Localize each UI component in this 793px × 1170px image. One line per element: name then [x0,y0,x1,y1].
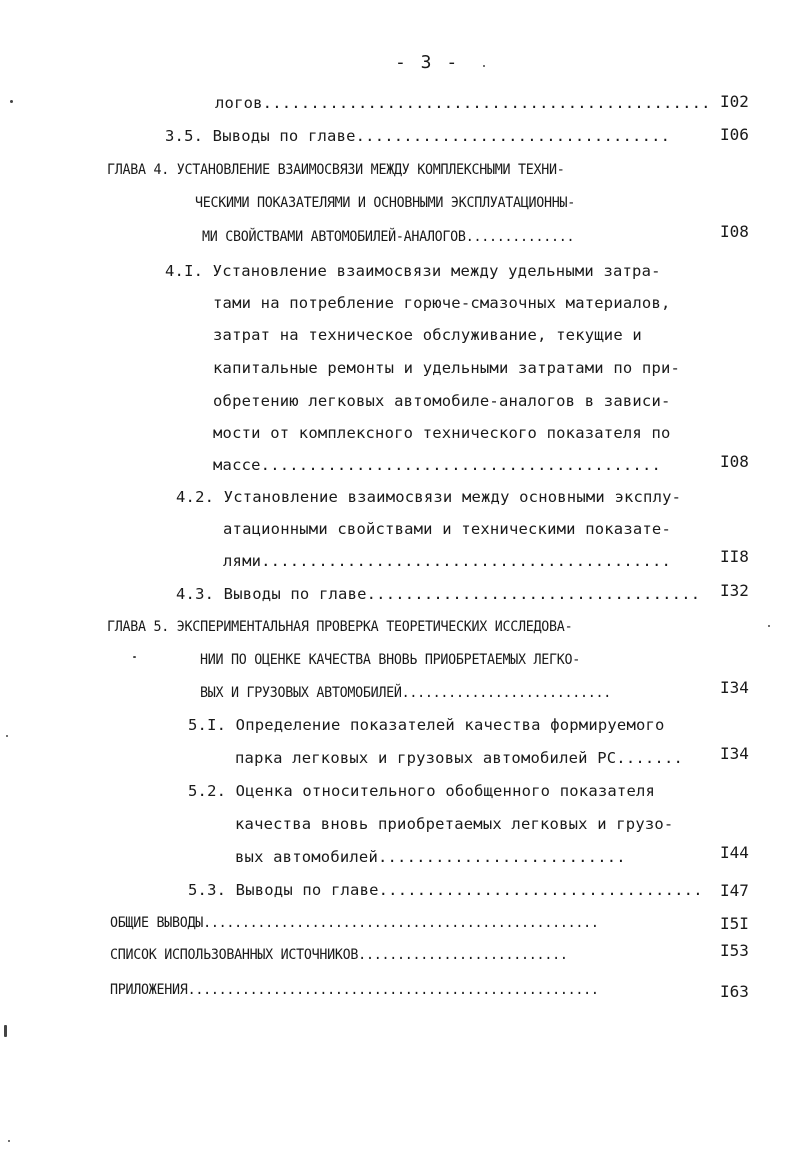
section-entry-line: массе.......................................... [213,456,662,474]
chapter-heading: ГЛАВА 5. ЭКСПЕРИМЕНТАЛЬНАЯ ПРОВЕРКА ТЕОРЕТИЧЕСКИХ ИССЛЕДОВА- [107,619,573,635]
section-entry-line: лями........................................... [223,552,672,570]
toc-page-number: I63 [720,982,749,1001]
toc-page-number: I44 [720,843,749,862]
section-entry-line: атационными свойствами и техническими показате- [223,520,671,538]
section-entry-line: затрат на техническое обслуживание, текущие и [213,326,642,344]
scan-speck [4,1025,7,1037]
toc-entry-label: ОБЩИЕ ВЫВОДЫ................................................... [110,915,599,931]
page-number: - 3 - [395,52,460,73]
toc-page-number: I5I [720,914,749,933]
section-entry-line: парка легковых и грузовых автомобилей РС....... [235,749,684,767]
toc-page-number: I32 [720,581,749,600]
chapter-heading-line: НИИ ПО ОЦЕНКЕ КАЧЕСТВА ВНОВЬ ПРИОБРЕТАЕМЫХ ЛЕГКО- [200,652,581,668]
toc-page-number: I02 [720,92,749,111]
section-entry: 4.3. Выводы по главе................................... [176,585,701,603]
toc-page-number: I06 [720,125,749,144]
section-entry-line: вых автомобилей.......................... [235,848,626,866]
toc-page-number: II8 [720,547,749,566]
section-entry-line: мости от комплексного технического показателя по [213,424,671,442]
toc-page-number: I34 [720,678,749,697]
section-entry-line: тами на потребление горюче-смазочных материалов, [213,294,671,312]
chapter-heading: ГЛАВА 4. УСТАНОВЛЕНИЕ ВЗАИМОСВЯЗИ МЕЖДУ КОМПЛЕКСНЫМИ ТЕХНИ- [107,162,565,178]
toc-page-number: I08 [720,222,749,241]
section-entry: 5.I. Определение показателей качества формируемого [188,716,665,734]
section-entry-line: капитальные ремонты и удельными затратами по при- [213,359,681,377]
toc-entry-label: СПИСОК ИСПОЛЬЗОВАННЫХ ИСТОЧНИКОВ........................... [110,947,568,963]
scan-speck [133,656,136,658]
toc-entry-label: 3.5. Выводы по главе................................. [165,127,671,145]
section-entry-line: качества вновь приобретаемых легковых и грузо- [235,815,674,833]
toc-page-number: I47 [720,881,749,900]
chapter-heading-line: МИ СВОЙСТВАМИ АВТОМОБИЛЕЙ-АНАЛОГОВ.............. [202,229,575,245]
scan-speck [768,625,770,627]
toc-page-number: I34 [720,744,749,763]
section-entry: 5.3. Выводы по главе.................................. [188,881,703,899]
scan-speck [6,735,8,737]
toc-page-number: I53 [720,941,749,960]
toc-page-number: I08 [720,452,749,471]
section-entry: 5.2. Оценка относительного обобщенного показателя [188,782,656,800]
scan-speck [10,100,13,103]
scan-speck [483,65,485,67]
section-entry-line: обретению легковых автомобиле-аналогов в зависи- [213,392,671,410]
toc-entry-label: логов............................................... [215,94,711,112]
chapter-heading-line: ЧЕСКИМИ ПОКАЗАТЕЛЯМИ И ОСНОВНЫМИ ЭКСПЛУАТАЦИОННЫ- [195,195,576,211]
section-entry: 4.2. Установление взаимосвязи между основными эксплу- [176,488,682,506]
scan-speck [8,1140,10,1142]
toc-entry-label: ПРИЛОЖЕНИЯ..................................................... [110,982,599,998]
chapter-heading-line: ВЫХ И ГРУЗОВЫХ АВТОМОБИЛЕЙ........................... [200,685,612,701]
section-entry: 4.I. Установление взаимосвязи между удельными затра- [165,262,661,280]
